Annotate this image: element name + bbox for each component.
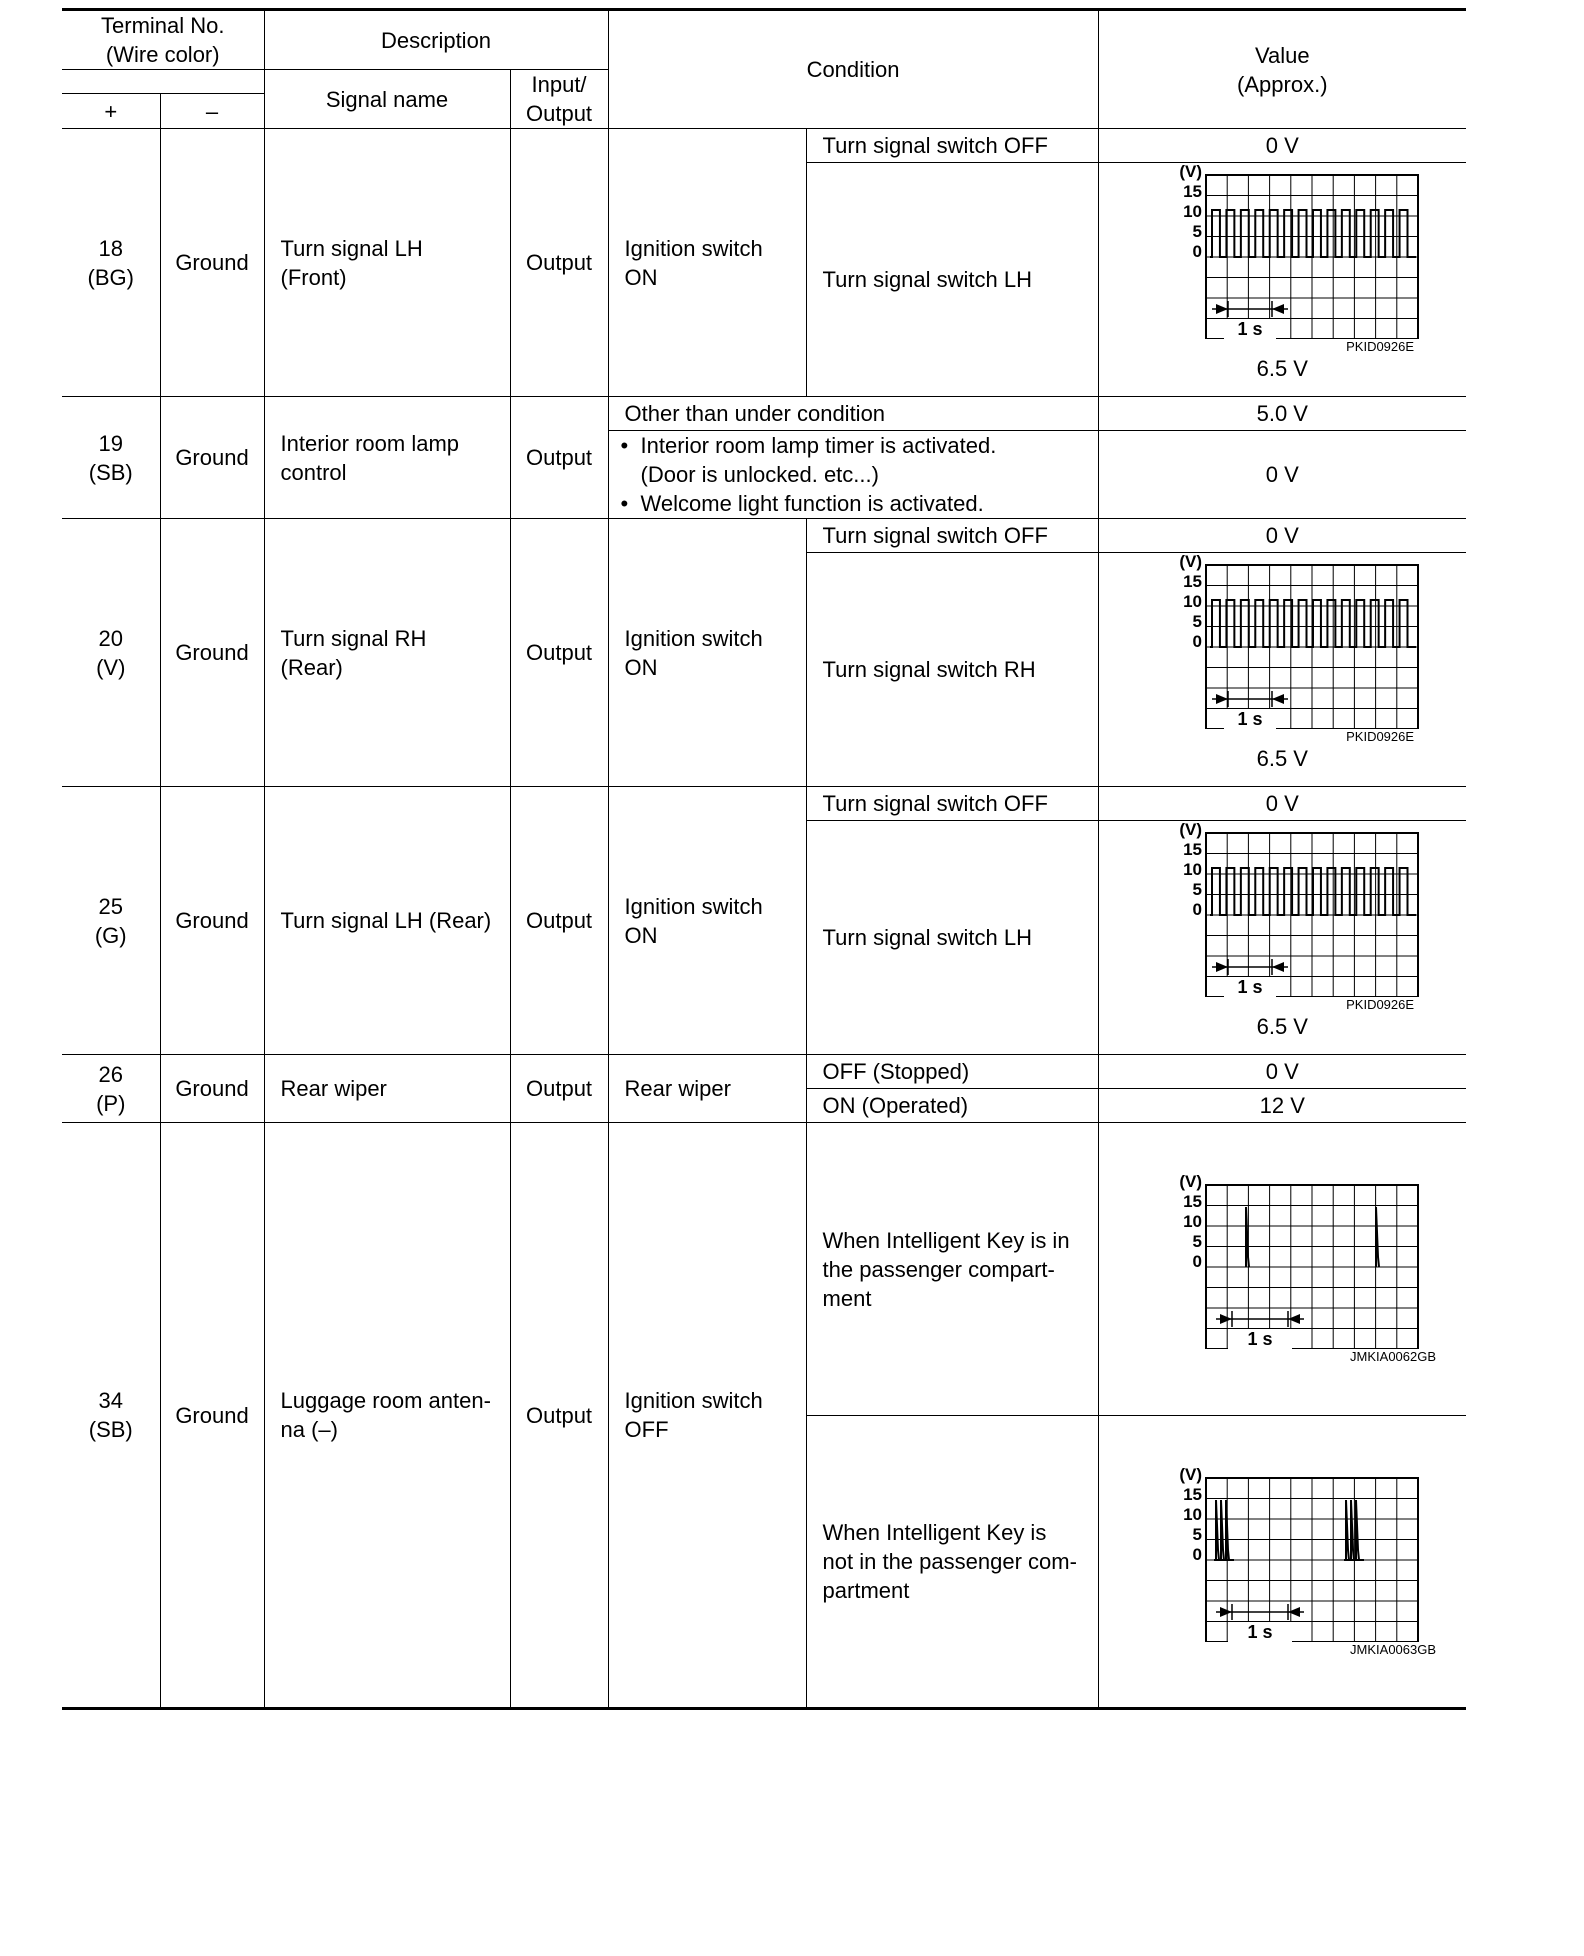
value-cell: 5.0 V: [1098, 397, 1466, 431]
terminal-cell: 19 (SB): [62, 397, 160, 519]
graph-time-label: 1 s: [1237, 977, 1263, 997]
terminal-cell: 34 (SB): [62, 1123, 160, 1709]
bullet-item: • Welcome light function is activated.: [617, 489, 1092, 518]
terminal-cell: 20 (V): [62, 519, 160, 787]
header-input-output: Input/ Output: [510, 70, 608, 129]
io-cell: Output: [510, 787, 608, 1055]
graph-axis-label: 15: [1183, 1484, 1203, 1504]
condition-sub-cell: Turn signal switch LH: [806, 821, 1098, 1055]
graph-axis-label: 5: [1192, 880, 1203, 899]
graph-axis-label: 0: [1192, 900, 1203, 919]
header-terminal-spacer: [62, 70, 264, 94]
condition-main-cell: Ignition switch ON: [608, 787, 806, 1055]
graph-value: 6.5 V: [1256, 356, 1308, 381]
condition-sub-cell: OFF (Stopped): [806, 1055, 1098, 1089]
value-graph-cell: [1098, 553, 1466, 787]
minus-cell: Ground: [160, 1055, 264, 1123]
terminal-table-frame: [62, 8, 1466, 1952]
graph-axis-label: (V): [1179, 553, 1203, 571]
graph-axis-label: 10: [1183, 1212, 1203, 1231]
graph-axis-label: (V): [1179, 1173, 1203, 1191]
io-cell: Output: [510, 1123, 608, 1709]
minus-cell: Ground: [160, 397, 264, 519]
graph-axis-label: 10: [1183, 1504, 1203, 1524]
value-graph-cell: [1098, 1123, 1466, 1416]
header-terminal-no: Terminal No. (Wire color): [62, 10, 264, 70]
io-cell: Output: [510, 129, 608, 397]
graph-axis-label: 15: [1183, 1192, 1203, 1211]
pulse-waveform: [1210, 600, 1416, 647]
waveform-graph: [1132, 1466, 1432, 1642]
io-cell: Output: [510, 397, 608, 519]
graph-axis-label: 0: [1192, 1544, 1203, 1564]
graph-reference-code: PKID0926E: [1346, 997, 1415, 1012]
signal-name-cell: Rear wiper: [264, 1055, 510, 1123]
graph-axis-label: 0: [1192, 242, 1203, 261]
signal-name-cell: Luggage room anten- na (–): [264, 1123, 510, 1709]
condition-sub-cell: When Intelligent Key is not in the passenger com- partment: [806, 1416, 1098, 1709]
condition-sub-cell: Turn signal switch RH: [806, 553, 1098, 787]
value-graph-cell: [1098, 821, 1466, 1055]
graph-axis-label: 5: [1192, 1232, 1203, 1251]
condition-sub-cell: ON (Operated): [806, 1089, 1098, 1123]
waveform-graph: [1132, 1173, 1432, 1349]
header-description: Description: [264, 10, 608, 70]
waveform-graph: [1132, 553, 1432, 729]
minus-cell: Ground: [160, 129, 264, 397]
signal-name-cell: Turn signal RH (Rear): [264, 519, 510, 787]
graph-axis-label: 0: [1192, 1252, 1203, 1271]
terminal-cell: 25 (G): [62, 787, 160, 1055]
minus-cell: Ground: [160, 1123, 264, 1709]
graph-axis-label: 10: [1183, 860, 1203, 879]
value-cell: 0 V: [1098, 787, 1466, 821]
graph-axis-label: 5: [1192, 222, 1203, 241]
condition-sub-cell: Turn signal switch OFF: [806, 787, 1098, 821]
graph-axis-label: (V): [1179, 821, 1203, 839]
terminal-cell: 18 (BG): [62, 129, 160, 397]
value-cell: 0 V: [1098, 519, 1466, 553]
waveform-graph: [1132, 163, 1432, 339]
graph-axis-label: 5: [1192, 612, 1203, 631]
value-cell: 0 V: [1098, 1055, 1466, 1089]
bullet-item: • Interior room lamp timer is activated. (Door is unlocked. etc...): [617, 431, 1092, 489]
graph-axis-label: 10: [1183, 592, 1203, 611]
value-graph-cell: [1098, 163, 1466, 397]
graph-axis-label: 15: [1183, 572, 1203, 591]
condition-sub-cell: Turn signal switch LH: [806, 163, 1098, 397]
graph-axis-label: 5: [1192, 1524, 1203, 1544]
condition-main-cell: Rear wiper: [608, 1055, 806, 1123]
signal-name-cell: Turn signal LH (Rear): [264, 787, 510, 1055]
graph-value: 6.5 V: [1256, 746, 1308, 771]
terminal-table: [62, 8, 1466, 1710]
value-graph-cell: [1098, 1416, 1466, 1709]
graph-axis-label: 0: [1192, 632, 1203, 651]
condition-main-cell: Ignition switch ON: [608, 519, 806, 787]
header-value: Value (Approx.): [1098, 10, 1466, 129]
graph-value: 6.5 V: [1256, 1014, 1308, 1039]
condition-bullets-cell: [608, 431, 1098, 519]
graph-reference-code: PKID0926E: [1346, 339, 1415, 354]
header-condition: Condition: [608, 10, 1098, 129]
value-cell: 0 V: [1098, 431, 1466, 519]
value-cell: 0 V: [1098, 129, 1466, 163]
pulse-waveform: [1210, 210, 1416, 257]
condition-sub-cell: Turn signal switch OFF: [806, 519, 1098, 553]
waveform-graph: [1132, 821, 1432, 997]
graph-axis-label: 15: [1183, 182, 1203, 201]
minus-cell: Ground: [160, 787, 264, 1055]
graph-axis-label: 10: [1183, 202, 1203, 221]
condition-sub-cell: When Intelligent Key is in the passenger compart- ment: [806, 1123, 1098, 1416]
graph-reference-code: JMKIA0063GB: [1350, 1641, 1437, 1657]
minus-cell: Ground: [160, 519, 264, 787]
pulse-waveform: [1210, 868, 1416, 915]
header-plus: +: [62, 94, 160, 129]
condition-main-cell: Ignition switch ON: [608, 129, 806, 397]
condition-sub-cell: Other than under condition: [608, 397, 1098, 431]
graph-time-label: 1 s: [1237, 709, 1263, 729]
header-signal-name: Signal name: [264, 70, 510, 129]
value-cell: 12 V: [1098, 1089, 1466, 1123]
header-minus: –: [160, 94, 264, 129]
graph-reference-code: JMKIA0062GB: [1350, 1349, 1437, 1364]
condition-sub-cell: Turn signal switch OFF: [806, 129, 1098, 163]
graph-axis-label: (V): [1179, 1465, 1203, 1484]
signal-name-cell: Interior room lamp control: [264, 397, 510, 519]
io-cell: Output: [510, 519, 608, 787]
graph-time-label: 1 s: [1237, 319, 1263, 339]
terminal-cell: 26 (P): [62, 1055, 160, 1123]
graph-reference-code: PKID0926E: [1346, 729, 1415, 744]
condition-main-cell: Ignition switch OFF: [608, 1123, 806, 1709]
signal-name-cell: Turn signal LH (Front): [264, 129, 510, 397]
graph-axis-label: 15: [1183, 840, 1203, 859]
graph-axis-label: (V): [1179, 163, 1203, 181]
graph-time-label: 1 s: [1247, 1621, 1273, 1642]
io-cell: Output: [510, 1055, 608, 1123]
graph-time-label: 1 s: [1247, 1329, 1273, 1349]
